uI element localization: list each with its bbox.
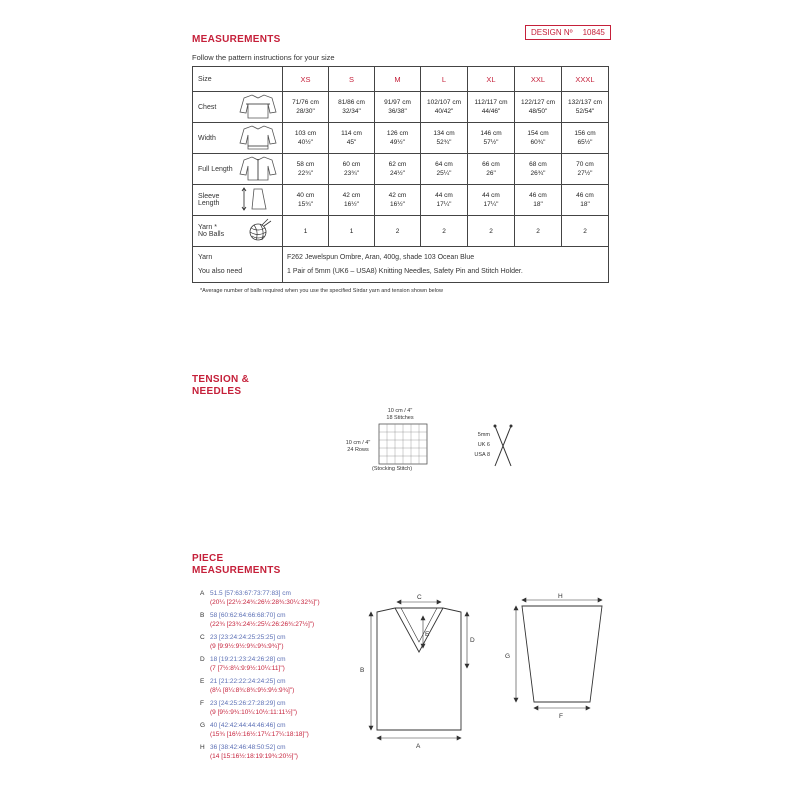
sleeve-cm: 46 cm: [529, 192, 547, 199]
width-cm: 154 cm: [527, 130, 549, 137]
width-in: 40½": [298, 139, 313, 146]
chest-cm: 91/97 cm: [384, 99, 411, 106]
full-length-in: 24½": [390, 170, 405, 177]
size-row: [193, 67, 609, 92]
width-label: Width: [193, 123, 235, 154]
width-cm: 103 cm: [294, 130, 317, 137]
sleeve-cm: 40 cm: [296, 192, 315, 199]
full-length-cm: 60 cm: [342, 161, 361, 168]
full-length-in: 26¾": [530, 170, 546, 177]
sleeve-cm: 42 cm: [388, 192, 407, 199]
tension-title: TENSION & NEEDLES: [192, 374, 250, 397]
piece-in: (14 [15:16½:18:19:19¾:20½]"): [210, 752, 298, 760]
list-item: [200, 678, 320, 695]
size-xxl: XXL: [515, 67, 562, 92]
sleeve-diagram-icon: [235, 185, 283, 216]
list-item: [200, 590, 320, 607]
design-label: DESIGN Nº: [531, 28, 573, 37]
yarn-balls-value: 1: [329, 216, 375, 247]
piece-cm: 18 [19:21:23:24:26:28] cm: [210, 656, 286, 663]
size-xl: XL: [468, 67, 515, 92]
sleeve-in: 16½": [390, 201, 405, 208]
full-length-cm: 64 cm: [435, 161, 453, 168]
size-xxxl: XXXL: [562, 67, 609, 92]
width-in: 65½": [577, 139, 593, 146]
piece-letter: A: [200, 590, 205, 597]
full-length-row: [193, 154, 609, 185]
sleeve-cm: 46 cm: [576, 192, 594, 199]
diagram-label-c: C: [417, 594, 422, 601]
diagram-label-g: G: [505, 653, 511, 660]
piece-in: (7 [7½:8¼:9:9½:10¼:11]"): [210, 664, 285, 672]
tension-width-label: 10 cm / 4" 18 Stitches: [386, 408, 414, 421]
yarn-ball-icon: [235, 216, 283, 247]
list-item: [200, 634, 320, 651]
chest-in: 40/42": [434, 108, 454, 115]
full-length-cm: 68 cm: [529, 161, 547, 168]
piece-letter: F: [200, 700, 204, 707]
tension-height-label: 10 cm / 4" 24 Rows: [345, 440, 371, 453]
diagram-label-f: F: [559, 713, 563, 720]
piece-in: (20¼ [22½:24¾:26½:28¾:30¼:32¾]"): [210, 598, 320, 606]
width-cm: 134 cm: [433, 130, 455, 137]
tension-swatch-grid: [378, 423, 428, 465]
design-number: 10845: [582, 28, 605, 37]
sleeve-cm: 42 cm: [342, 192, 361, 199]
knitting-needles-icon: [492, 424, 514, 468]
diagram-label-e: E: [425, 631, 430, 638]
yarn-balls-value: 2: [515, 216, 562, 247]
sleeve-in: 17¼": [483, 201, 499, 208]
width-in: 52¾": [436, 139, 452, 146]
chest-cm: 81/86 cm: [338, 99, 365, 106]
piece-letter: B: [200, 612, 205, 619]
sleeve-in: 18": [533, 201, 543, 208]
sleeve-length-label: Sleeve Length: [193, 185, 235, 216]
diagram-label-b: B: [360, 667, 365, 674]
sleeve-piece-diagram: [500, 590, 615, 730]
list-item: [200, 656, 320, 673]
size-xs: XS: [283, 67, 329, 92]
piece-letter: C: [200, 634, 205, 641]
full-length-in: 22¾": [298, 170, 313, 177]
width-cm: 114 cm: [341, 130, 362, 137]
needle-mm: 5mm: [477, 432, 490, 438]
list-item: [200, 744, 320, 761]
width-cm: 126 cm: [386, 130, 409, 137]
piece-letter: G: [200, 722, 206, 729]
chest-cm: 122/127 cm: [521, 99, 555, 106]
yarn-balls-value: 2: [468, 216, 515, 247]
yarn-balls-value: 2: [562, 216, 609, 247]
length-diagram-icon: [235, 154, 283, 185]
sleeve-cm: 44 cm: [482, 192, 500, 199]
full-length-cm: 62 cm: [388, 161, 407, 168]
chest-in: 52/54": [575, 108, 595, 115]
size-l: L: [421, 67, 468, 92]
sleeve-cm: 44 cm: [435, 192, 453, 199]
full-length-cm: 70 cm: [576, 161, 594, 168]
piece-cm: 58 [60:62:64:66:68:70] cm: [210, 612, 286, 619]
list-item: [200, 722, 320, 739]
also-need-label: You also need: [198, 267, 243, 275]
full-length-in: 23¾": [344, 170, 359, 177]
width-in: 57½": [483, 139, 499, 146]
full-length-label: Full Length: [193, 154, 235, 185]
piece-cm: 23 [24:25:26:27:28:29] cm: [210, 700, 286, 707]
chest-in: 28/30": [296, 108, 315, 115]
size-s: S: [329, 67, 375, 92]
full-length-in: 27½": [577, 170, 593, 177]
body-piece-diagram: [355, 590, 485, 755]
piece-letter: E: [200, 678, 205, 685]
piece-cm: 40 [42:42:44:44:46:46] cm: [210, 722, 286, 729]
diagram-label-h: H: [558, 593, 563, 600]
piece-cm: 51.5 [57:63:67:73:77:83] cm: [210, 590, 291, 597]
diagram-label-a: A: [416, 743, 421, 750]
piece-letter: H: [200, 744, 205, 751]
diagram-label-d: D: [470, 637, 475, 644]
sleeve-in: 16½": [344, 201, 359, 208]
sleeve-in: 15¾": [298, 201, 313, 208]
design-number-box: [525, 25, 611, 40]
width-in: 60¾": [530, 139, 546, 146]
yarn-balls-label: Yarn * No Balls: [193, 216, 235, 247]
chest-cm: 132/137 cm: [568, 99, 602, 106]
full-length-cm: 66 cm: [482, 161, 500, 168]
chest-in: 36/38": [388, 108, 407, 115]
footnote: *Average number of balls required when you use the specified Sirdar yarn and tension shown below: [200, 288, 443, 294]
width-in: 49½": [390, 139, 405, 146]
full-length-cm: 58 cm: [296, 161, 315, 168]
needle-uk: UK 6: [477, 442, 490, 448]
size-m: M: [375, 67, 421, 92]
sleeve-in: 17¼": [436, 201, 452, 208]
piece-letter: D: [200, 656, 205, 663]
yarn-value: F262 Jewelspun Ombre, Aran, 400g, shade 103 Ocean Blue: [287, 253, 475, 261]
chest-in: 32/34": [342, 108, 361, 115]
piece-in: (15¾ [16½:16½:17¼:17¼:18:18]"): [210, 730, 309, 738]
yarn-balls-row: [193, 216, 609, 247]
stitch-type-label: (Stocking Stitch): [372, 466, 413, 472]
needle-size-labels: [470, 430, 490, 460]
size-label: Size: [193, 67, 235, 92]
measurements-title: MEASUREMENTS: [192, 34, 281, 45]
yarn-balls-value: 2: [375, 216, 421, 247]
sleeve-length-row: [193, 185, 609, 216]
piece-cm: 23 [23:24:24:25:25:25] cm: [210, 634, 286, 641]
list-item: [200, 700, 320, 717]
chest-row: [193, 92, 609, 123]
chest-cm: 112/117 cm: [474, 99, 508, 106]
measurements-table: [192, 66, 609, 283]
piece-in: (9 [9:9½:9½:9¾:9¾:9¾]"): [210, 642, 284, 650]
also-need-value: 1 Pair of 5mm (UK6 – USA8) Knitting Needles, Safety Pin and Stitch Holder.: [287, 267, 523, 275]
width-row: [193, 123, 609, 154]
yarn-label: Yarn: [198, 253, 213, 261]
list-item: [200, 612, 320, 629]
width-in: 45": [346, 139, 357, 146]
yarn-info-row: [193, 247, 609, 283]
full-length-in: 26": [486, 170, 496, 177]
piece-measurements-list: [200, 590, 320, 761]
chest-cm: 71/76 cm: [292, 99, 319, 106]
chest-in: 44/46": [481, 108, 501, 115]
full-length-in: 25¼": [436, 170, 452, 177]
piece-cm: 21 [21:22:22:24:24:25] cm: [210, 678, 286, 685]
sleeve-in: 18": [580, 201, 590, 208]
width-diagram-icon: [235, 123, 283, 154]
piece-in: (9 [9½:9¾:10¼:10½:11:11½]"): [210, 708, 297, 716]
piece-title: PIECE MEASUREMENTS: [192, 553, 281, 576]
width-cm: 156 cm: [574, 130, 596, 137]
needle-usa: USA 8: [474, 452, 490, 458]
chest-in: 48/50": [528, 108, 548, 115]
width-cm: 146 cm: [480, 130, 502, 137]
piece-cm: 36 [38:42:46:48:50:52] cm: [210, 744, 286, 751]
yarn-balls-value: 1: [283, 216, 329, 247]
chest-diagram-icon: [235, 92, 283, 123]
piece-in: (8¼ [8¼:8¾:8¾:9½:9½:9¾]"): [210, 686, 295, 694]
chest-label: Chest: [193, 92, 235, 123]
yarn-balls-value: 2: [421, 216, 468, 247]
chest-cm: 102/107 cm: [427, 99, 461, 106]
measurements-subtitle: Follow the pattern instructions for your size: [192, 53, 335, 62]
piece-in: (22¾ [23¾:24½:25¼:26:26¾:27½]"): [210, 620, 315, 628]
